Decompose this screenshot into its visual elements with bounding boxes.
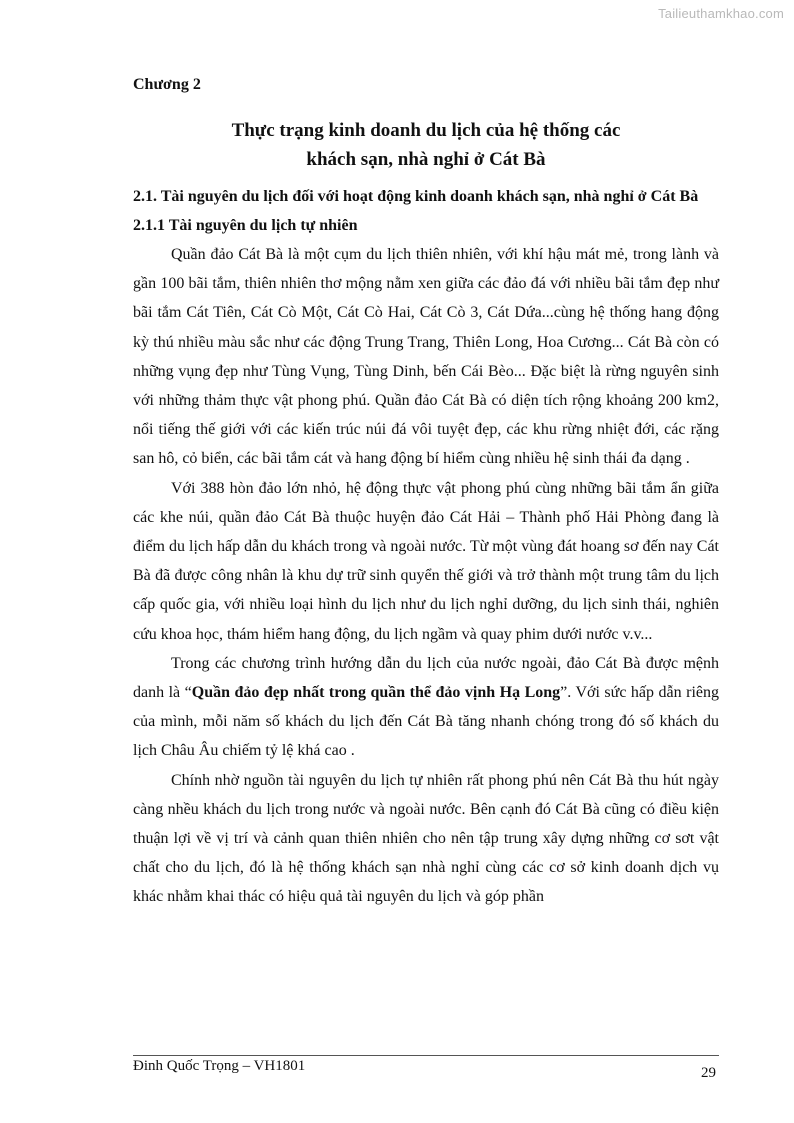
document-page: [133, 70, 719, 912]
paragraph-1: Quần đảo Cát Bà là một cụm du lịch thiên nhiên, với khí hậu mát mẻ, trong lành và gần 100 bãi tắm, thiên nhiên thơ mộng nằm xen giữa các đảo đá với nhiều bãi tắm đẹp như bãi tắm Cát Tiên, Cát Cò Một, Cát Cò Hai, Cát Cò 3, Cát Dứa...cùng hệ thống hang động kỳ thú nhiều màu sắc như các động Trung Trang, Thiên Long, Hoa Cương... Cát Bà còn có những vụng đẹp như Tùng Vụng, Tùng Dinh, bến Cái Bèo... Đặc biệt là rừng nguyên sinh với những thảm thực vật phong phú. Quần đảo Cát Bà có diện tích rộng khoảng 200 km2, nổi tiếng thế giới với các kiến trúc núi đá vôi tuyệt đẹp, các khu rừng nhiệt đới, các rặng san hô, cỏ biển, các bãi tắm cát và hang động bí hiểm cùng nhiều hệ sinh thái đa dạng .: [133, 246, 719, 468]
paragraph-2: Với 388 hòn đảo lớn nhỏ, hệ động thực vật phong phú cùng những bãi tắm ẩn giữa các khe núi, quần đảo Cát Bà thuộc huyện đảo Cát Hải – Thành phố Hải Phòng đang là điểm du lịch hấp dẫn du khách trong và ngoài nước. Từ một vùng đát hoang sơ đến nay Cát Bà đã được công nhân là khu dự trữ sinh quyển thế giới và trở thành một trung tâm du lịch cấp quốc gia, với nhiều loại hình du lịch như du lịch nghỉ dưỡng, du lịch sinh thái, nghiên cứu khoa học, thám hiểm hang động, du lịch ngầm và quay phim dưới nước v.v...: [133, 479, 719, 643]
footer-author: Đinh Quốc Trọng – VH1801: [133, 1058, 306, 1074]
paragraph-3-text-end: ”. Với sức hấp dẫn riêng của mình, mỗi năm số khách du lịch đến Cát Bà tăng nhanh chóng trong đó số khách du lịch Châu Âu chiếm tỷ lệ khá cao .: [133, 684, 719, 760]
chapter-title-line-1: Thực trạng kinh doanh du lịch của hệ thống các: [231, 120, 621, 141]
watermark-text: Tailieuthamkhao.com: [658, 6, 784, 21]
section-heading-2-1: 2.1. Tài nguyên du lịch đối với hoạt động kinh doanh khách sạn, nhà nghỉ ở Cát Bà: [133, 188, 699, 205]
footer-divider: [133, 1055, 719, 1056]
chapter-heading: Chương 2: [133, 76, 201, 93]
paragraph-3: [133, 649, 719, 766]
chapter-title-line-2: khách sạn, nhà nghỉ ở Cát Bà: [306, 149, 546, 170]
paragraph-3-text-start: Trong các chương trình hướng dẫn du lịch của nước ngoài, đảo Cát Bà được mệnh danh là “: [133, 654, 719, 702]
paragraph-3-emphasis: Quần đảo đẹp nhất trong quần thể đảo vịnh Hạ Long: [191, 684, 561, 702]
paragraph-4: Chính nhờ nguồn tài nguyên du lịch tự nhiên rất phong phú nên Cát Bà thu hút ngày càng nhều khách du lịch trong nước và ngoài nước. Bên cạnh đó Cát Bà cũng có điều kiện thuận lợi về vị trí và cảnh quan thiên nhiên cho nên tập trung xây dựng những cơ sơt vật chất cho du lịch, đó là hệ thống khách sạn nhà nghỉ cùng các cơ sở kinh doanh dịch vụ khác nhằm khai thác có hiệu quả tài nguyên du lịch và góp phần: [133, 771, 719, 906]
section-heading-2-1-1: 2.1.1 Tài nguyên du lịch tự nhiên: [133, 217, 358, 234]
chapter-title: [133, 116, 719, 174]
page-number: 29: [701, 1065, 716, 1081]
